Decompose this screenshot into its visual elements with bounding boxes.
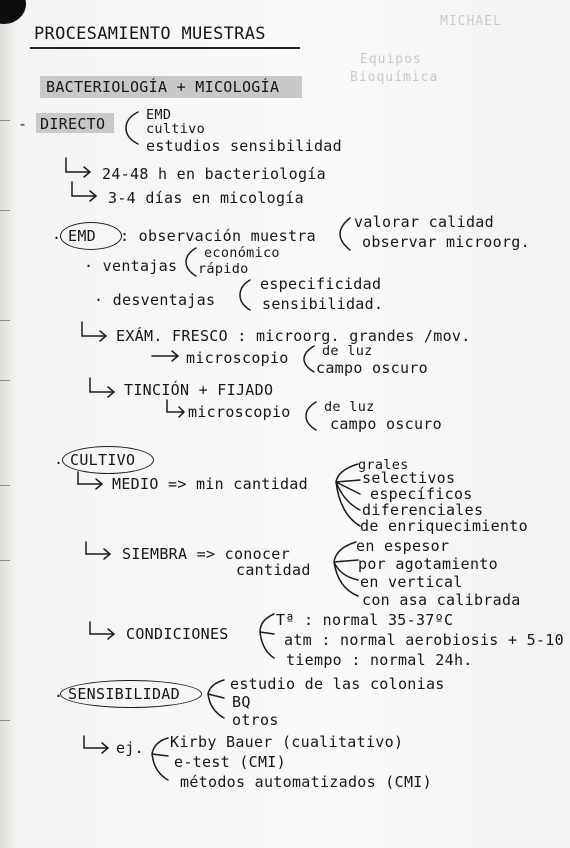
brace	[334, 214, 354, 254]
examen-fresco: EXÁM. FRESCO : microorg. grandes /mov.	[116, 327, 471, 345]
margin-tick	[0, 120, 10, 121]
emd-purpose: observar microorg.	[362, 233, 530, 251]
emd-purpose: valorar calidad	[354, 213, 494, 231]
brace	[234, 276, 254, 314]
brace	[298, 342, 318, 376]
fresco-option: campo oscuro	[316, 359, 428, 377]
arrow	[86, 376, 120, 400]
multi-brace	[254, 610, 278, 666]
desventajas-item: especificidad	[260, 275, 382, 293]
ejemplo-option: Kirby Bauer (cualitativo)	[170, 733, 404, 751]
arrow	[74, 470, 108, 492]
directo-time: 3-4 días en micología	[108, 189, 304, 207]
condiciones-option: atm : normal aerobiosis + 5-10	[284, 631, 564, 649]
ejemplo-label: ej.	[116, 739, 144, 757]
medio-option: grales	[358, 457, 409, 473]
directo-item: estudios sensibilidad	[146, 137, 342, 155]
siembra-option: en vertical	[360, 573, 463, 591]
page-title: PROCESAMIENTO MUESTRAS	[34, 24, 266, 44]
emd-definition: : observación muestra	[120, 227, 316, 245]
bleed-text: Bioquímica	[350, 70, 439, 85]
desventajas-label: · desventajas	[94, 291, 216, 309]
bullet-dot: ·	[52, 229, 62, 247]
bleed-text: Equipos	[360, 52, 422, 67]
tincion-option: campo oscuro	[330, 415, 442, 433]
tincion-microscope: microscopio	[188, 403, 291, 421]
margin-tick	[0, 210, 10, 211]
siembra-option: por agotamiento	[358, 555, 498, 573]
brace	[300, 398, 320, 434]
arrow	[80, 734, 114, 756]
condiciones-option: tiempo : normal 24h.	[286, 651, 473, 669]
section-heading: BACTERIOLOGÍA + MICOLOGÍA	[46, 78, 280, 96]
title-underline	[30, 47, 300, 49]
arrow	[78, 320, 112, 344]
bleed-text: MICHAEL	[440, 14, 502, 29]
sensibilidad-option: otros	[232, 711, 279, 729]
arrow	[164, 398, 188, 420]
arrow	[62, 156, 96, 180]
ejemplo-option: e-test (CMI)	[174, 753, 286, 771]
bullet-dot: ·	[54, 687, 64, 705]
multi-brace	[200, 674, 230, 726]
medio-option: específicos	[370, 485, 473, 503]
medio-label: MEDIO => min cantidad	[112, 475, 308, 493]
tincion-option: de luz	[324, 399, 375, 415]
sensibilidad-label: SENSIBILIDAD	[68, 685, 180, 703]
medio-option: diferenciales	[362, 501, 484, 519]
brace	[120, 108, 142, 148]
margin-tick	[0, 720, 10, 721]
siembra-label-2: cantidad	[236, 561, 311, 579]
siembra-option: con asa calibrada	[362, 591, 521, 609]
margin-tick	[0, 380, 10, 381]
brace	[180, 244, 200, 280]
arrow	[68, 180, 102, 204]
margin-tick	[0, 560, 10, 561]
condiciones-option: Tª : normal 35-37ºC	[276, 611, 454, 629]
ventajas-item: económico	[204, 245, 280, 261]
condiciones-label: CONDICIONES	[126, 625, 229, 643]
sensibilidad-option: BQ	[232, 693, 251, 711]
ventajas-label: · ventajas	[84, 257, 178, 275]
arrow	[82, 540, 116, 562]
fresco-option: de luz	[322, 343, 373, 359]
ventajas-item: rápido	[198, 261, 249, 277]
sensibilidad-option: estudio de las colonias	[230, 675, 445, 693]
margin-tick	[0, 320, 10, 321]
directo-time: 24-48 h en bacteriología	[102, 165, 326, 183]
siembra-label: SIEMBRA => conocer	[122, 545, 290, 563]
medio-option: selectivos	[362, 469, 456, 487]
bullet-dot: ·	[54, 454, 64, 472]
directo-item: cultivo	[146, 121, 205, 137]
tincion-fijado: TINCIÓN + FIJADO	[124, 381, 274, 399]
directo-item: EMD	[146, 107, 172, 123]
margin-tick	[0, 485, 10, 486]
medio-option: de enriquecimiento	[360, 517, 528, 535]
siembra-option: en espesor	[356, 537, 450, 555]
cultivo-label: CULTIVO	[70, 451, 136, 469]
arrow	[150, 346, 184, 364]
ejemplo-option: métodos automatizados (CMI)	[180, 773, 432, 791]
emd-label: EMD	[68, 227, 96, 245]
fresco-microscope: microscopio	[186, 349, 289, 367]
bullet-dash: -	[18, 115, 28, 133]
desventajas-item: sensibilidad.	[262, 295, 384, 313]
arrow	[86, 620, 120, 642]
directo-label: DIRECTO	[40, 115, 106, 133]
